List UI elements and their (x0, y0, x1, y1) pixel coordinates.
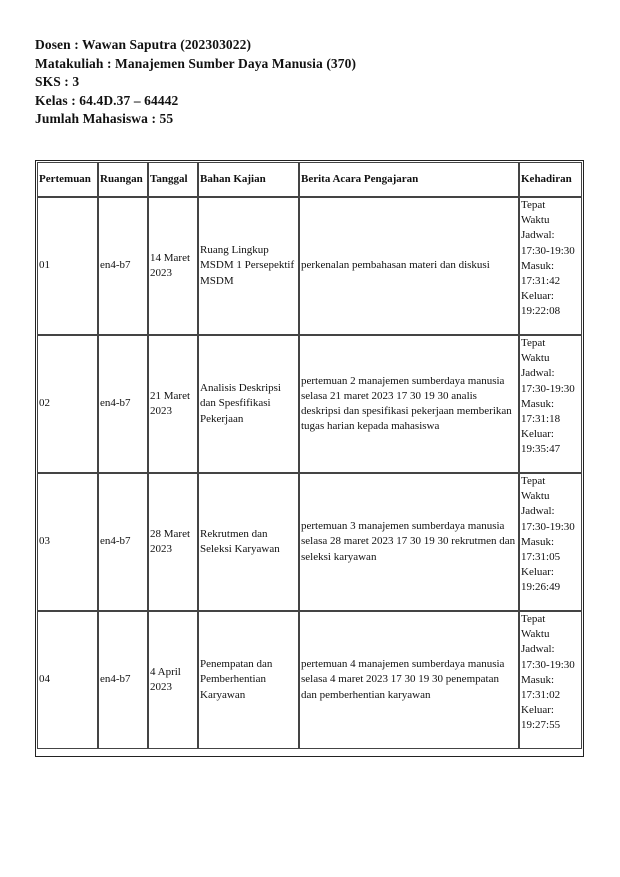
attendance-table (37, 162, 582, 749)
kehadiran-line: Tepat (521, 613, 546, 625)
kehadiran-line: Keluar: (521, 566, 554, 579)
col-header-tanggal: Tanggal (148, 162, 198, 197)
cell-ruangan: en4-b7 (98, 473, 148, 611)
col-header-pertemuan: Pertemuan (37, 162, 98, 197)
kehadiran-line: Jadwal: (521, 367, 555, 380)
table-row (37, 335, 582, 473)
kehadiran-line: 19:22:08 (521, 305, 561, 318)
kehadiran-line: 17:31:02 (521, 689, 561, 702)
kehadiran-line: Tepat (521, 337, 546, 349)
col-header-ruangan: Ruangan (98, 162, 148, 197)
cell-berita-acara: perkenalan pembahasan materi dan diskusi (299, 197, 519, 335)
kehadiran-line: Jadwal: (521, 643, 555, 656)
col-header-bahan-kajian: Bahan Kajian (198, 162, 299, 197)
sks-line: SKS : 3 (35, 74, 80, 89)
cell-berita-acara: pertemuan 2 manajemen sumberdaya manusia selasa 21 maret 2023 17 30 19 30 analis deskripsi dan spesifikasi pekerjaan memberikan tugas harian kepada mahasiswa (299, 335, 519, 473)
cell-tanggal: 14 Maret 2023 (148, 197, 198, 335)
kehadiran-line: Waktu (521, 214, 550, 227)
cell-ruangan: en4-b7 (98, 197, 148, 335)
dosen-line: Dosen : Wawan Saputra (202303022) (35, 37, 252, 52)
cell-berita-acara: pertemuan 3 manajemen sumberdaya manusia selasa 28 maret 2023 17 30 19 30 rekrutmen dan seleksi karyawan (299, 473, 519, 611)
table-row (37, 611, 582, 749)
kehadiran-line: 19:26:49 (521, 581, 561, 594)
kehadiran-line: 17:31:42 (521, 275, 561, 288)
kehadiran-line: Jadwal: (521, 505, 555, 518)
kehadiran-line: 17:31:18 (521, 413, 561, 426)
cell-berita-acara: pertemuan 4 manajemen sumberdaya manusia selasa 4 maret 2023 17 30 19 30 penempatan dan pemberhentian karyawan (299, 611, 519, 749)
col-header-kehadiran: Kehadiran (519, 162, 582, 197)
document-header (35, 36, 356, 129)
cell-bahan-kajian: Rekrutmen dan Seleksi Karyawan (198, 473, 299, 611)
cell-bahan-kajian: Ruang Lingkup MSDM 1 Persepektif MSDM (198, 197, 299, 335)
table-header-row (37, 162, 582, 197)
kehadiran-line: Waktu (521, 490, 550, 503)
cell-pertemuan: 03 (37, 473, 98, 611)
kehadiran-line: Tepat (521, 475, 546, 487)
table-row (37, 473, 582, 611)
cell-tanggal: 4 April 2023 (148, 611, 198, 749)
kehadiran-line: Jadwal: (521, 229, 555, 242)
col-header-berita-acara: Berita Acara Pengajaran (299, 162, 519, 197)
kehadiran-line: Masuk: (521, 535, 554, 548)
cell-kehadiran (519, 611, 582, 749)
cell-pertemuan: 04 (37, 611, 98, 749)
kelas-line: Kelas : 64.4D.37 – 64442 (35, 92, 179, 108)
kehadiran-line: 19:35:47 (521, 443, 561, 456)
table-row (37, 197, 582, 335)
matakuliah-line: Matakuliah : Manajemen Sumber Daya Manusia (370) (35, 55, 357, 71)
kehadiran-line: Waktu (521, 628, 550, 641)
cell-pertemuan: 01 (37, 197, 98, 335)
cell-bahan-kajian: Penempatan dan Pemberhentian Karyawan (198, 611, 299, 749)
kehadiran-line: Waktu (521, 352, 550, 365)
cell-tanggal: 28 Maret 2023 (148, 473, 198, 611)
cell-ruangan: en4-b7 (98, 611, 148, 749)
kehadiran-line: Masuk: (521, 673, 554, 686)
kehadiran-line: Masuk: (521, 259, 554, 272)
attendance-table-frame (35, 160, 584, 757)
kehadiran-line: 17:30-19:30 (521, 658, 575, 671)
cell-pertemuan: 02 (37, 335, 98, 473)
cell-ruangan: en4-b7 (98, 335, 148, 473)
kehadiran-line: 17:30-19:30 (521, 520, 575, 533)
cell-kehadiran (519, 197, 582, 335)
cell-tanggal: 21 Maret 2023 (148, 335, 198, 473)
kehadiran-line: Keluar: (521, 290, 554, 303)
kehadiran-line: 19:27:55 (521, 719, 561, 732)
kehadiran-line: 17:30-19:30 (521, 382, 575, 395)
kehadiran-line: Masuk: (521, 397, 554, 410)
cell-kehadiran (519, 335, 582, 473)
cell-kehadiran (519, 473, 582, 611)
jumlah-mahasiswa-line: Jumlah Mahasiswa : 55 (35, 111, 174, 126)
kehadiran-line: 17:31:05 (521, 551, 561, 564)
kehadiran-line: Tepat (521, 199, 546, 211)
kehadiran-line: Keluar: (521, 704, 554, 717)
kehadiran-line: 17:30-19:30 (521, 244, 575, 257)
kehadiran-line: Keluar: (521, 428, 554, 441)
cell-bahan-kajian: Analisis Deskripsi dan Spesfifikasi Pekerjaan (198, 335, 299, 473)
